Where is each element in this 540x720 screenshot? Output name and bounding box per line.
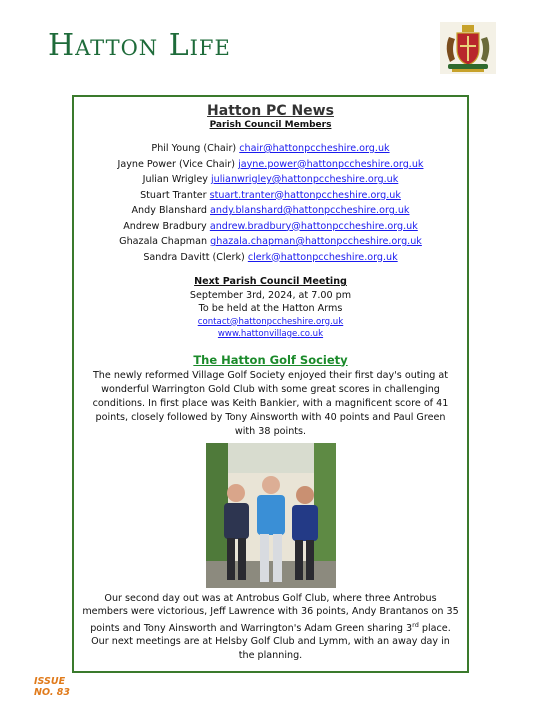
member-name: Phil Young (Chair)	[151, 143, 237, 154]
member-name: Sandra Davitt (Clerk)	[143, 251, 245, 263]
meeting-heading: Next Parish Council Meeting	[194, 276, 347, 287]
member-name: Jayne Power (Vice Chair)	[117, 158, 235, 170]
member-row	[74, 234, 467, 250]
member-email-link[interactable]: julianwrigley@hattonpccheshire.org.uk	[210, 174, 399, 185]
member-name: Ghazala Chapman	[119, 236, 208, 247]
masthead-title: Hatton Life	[48, 28, 231, 63]
news-panel	[72, 95, 469, 673]
website-link[interactable]: www.hattonvillage.co.uk	[217, 329, 324, 339]
issue-number	[34, 676, 70, 698]
news-title: Hatton PC News	[207, 103, 334, 119]
member-row	[74, 188, 467, 204]
member-email-link[interactable]: andrew.bradbury@hattonpccheshire.org.uk	[209, 220, 418, 232]
golf-paragraph-2	[74, 592, 467, 636]
member-name: Stuart Tranter	[140, 189, 207, 201]
golf-paragraph-2-end: place.	[418, 622, 451, 634]
member-row	[74, 141, 467, 157]
member-row	[74, 172, 467, 188]
member-email-link[interactable]: clerk@hattonpccheshire.org.uk	[247, 251, 398, 263]
meeting-section	[74, 275, 467, 341]
member-row	[74, 157, 467, 173]
member-row	[74, 203, 467, 219]
issue-number-value: NO. 83	[34, 687, 70, 698]
golf-paragraph-2-text: Our second day out was at Antrobus Golf Club, where three Antrobus members were victorious, Jeff Lawrence with 36 points, Andy Brantanos on 35 points and Tony Ainsworth and Warrington's Adam Green sharing 3	[82, 592, 459, 634]
issue-label: ISSUE	[34, 676, 66, 687]
member-email-link[interactable]: andy.blanshard@hattonpccheshire.org.uk	[210, 205, 410, 216]
coat-of-arms-logo	[440, 22, 496, 74]
member-email-link[interactable]: chair@hattonpccheshire.org.uk	[239, 143, 390, 154]
member-row	[74, 219, 467, 235]
member-email-link[interactable]: ghazala.chapman@hattonpccheshire.org.uk	[210, 236, 422, 247]
golf-paragraph-1: The newly reformed Village Golf Society enjoyed their first day's outing at wonderful Warrington Gold Club with some great scores in challenging conditions. In first place was Keith Bankier, with a magnificent score of 41 points, closely followed by Tony Ainsworth with 40 points and Paul Green with 38 points.	[92, 369, 449, 437]
member-email-link[interactable]: jayne.power@hattonpccheshire.org.uk	[238, 158, 424, 170]
member-row	[74, 250, 467, 266]
ordinal-suffix: rd	[412, 620, 419, 629]
member-name: Julian Wrigley	[142, 174, 211, 185]
golf-paragraph-3: Our next meetings are at Helsby Golf Club and Lymm, with an away day in the planning.	[91, 636, 450, 661]
golf-society-title: The Hatton Golf Society	[193, 352, 348, 367]
member-name: Andy Blanshard	[131, 205, 207, 216]
golfers-photo	[206, 443, 336, 588]
meeting-date: September 3rd, 2024, at 7.00 pm	[189, 289, 352, 301]
contact-email-link[interactable]: contact@hattonpccheshire.org.uk	[197, 316, 344, 327]
meeting-venue: To be held at the Hatton Arms	[198, 303, 343, 314]
member-name: Andrew Bradbury	[123, 220, 207, 232]
members-subtitle: Parish Council Members	[209, 120, 332, 130]
members-list	[74, 141, 467, 265]
member-email-link[interactable]: stuart.tranter@hattonpccheshire.org.uk	[209, 189, 401, 201]
